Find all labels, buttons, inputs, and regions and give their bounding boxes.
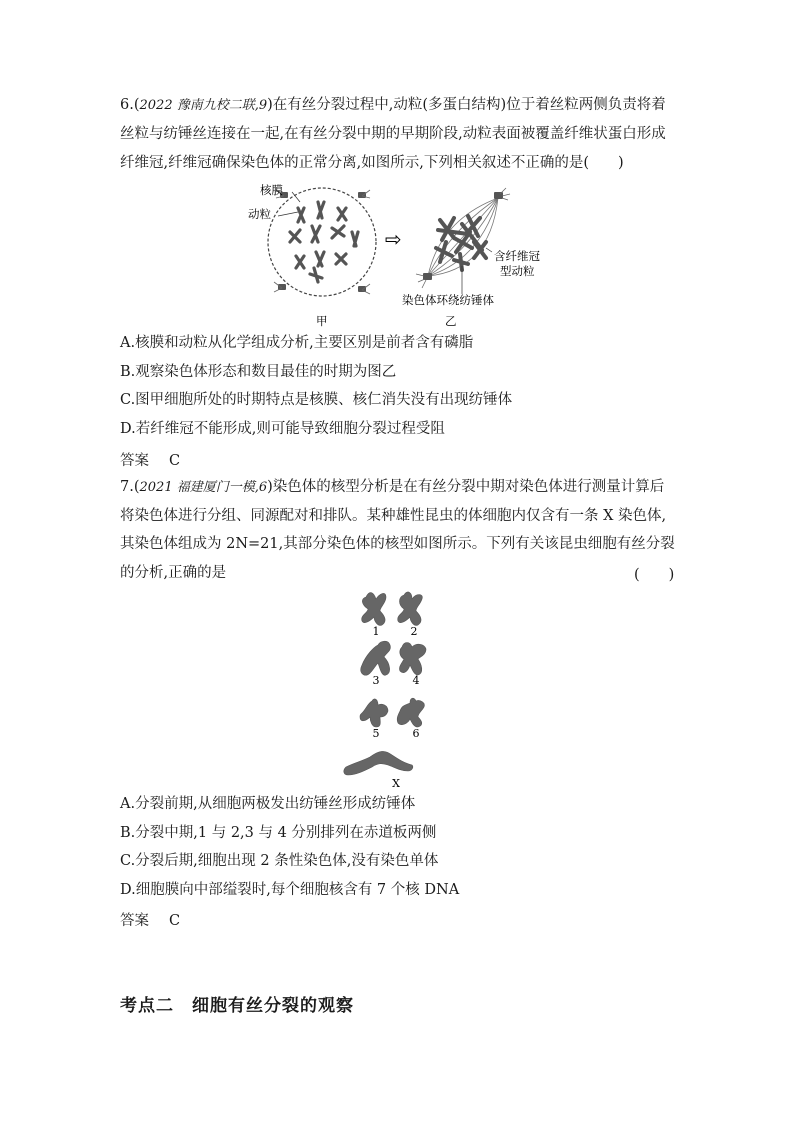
q6-stem-line-3: 纤维冠,纤维冠确保染色体的正常分离,如图所示,下列相关叙述不正确的是( ) <box>120 155 624 171</box>
q6-figure <box>240 180 570 330</box>
chromosome-5 <box>360 699 388 727</box>
q7-option-d: D.细胞膜向中部缢裂时,每个细胞核含有 7 个核 DNA <box>120 882 460 898</box>
transition-arrow-icon: ⇨ <box>385 227 402 251</box>
q6-stem-text-1: )在有丝分裂过程中,动粒(多蛋白结构)位于着丝粒两侧负责将着 <box>267 97 666 113</box>
chromosome-3 <box>361 641 391 675</box>
chromosome-4 <box>399 643 426 676</box>
q7-option-a: A.分裂前期,从细胞两极发出纺锤丝形成纺锤体 <box>120 796 416 812</box>
chromosome-label-5: 5 <box>372 727 380 740</box>
q7-number: 7.( <box>120 479 140 495</box>
cell-yi <box>416 188 510 294</box>
chromosome-x <box>344 751 413 775</box>
q6-source: 2022 豫南九校二联,9 <box>139 98 268 113</box>
q7-option-b: B.分裂中期,1 与 2,3 与 4 分别排列在赤道板两侧 <box>120 825 437 841</box>
q7-answer <box>120 909 180 930</box>
cell-jia <box>268 188 376 296</box>
label-fibrous-corona: 含纤维冠 <box>494 249 540 263</box>
q6-answer-value: C <box>169 453 181 469</box>
q6-option-d: D.若纤维冠不能形成,则可能导致细胞分裂过程受阻 <box>120 421 445 437</box>
q7-stem-line-3: 其染色体组成为 2N=21,其部分染色体的核型如图所示。下列有关该昆虫细胞有丝分裂 <box>120 536 675 552</box>
chromosome-label-x: X <box>392 777 400 790</box>
q7-answer-label: 答案 <box>120 913 149 929</box>
q7-source: 2021 福建厦门一模,6 <box>139 480 268 495</box>
chromosome-label-2: 2 <box>410 625 418 638</box>
q7-answer-value: C <box>169 913 181 929</box>
chromosome-label-4: 4 <box>412 674 420 687</box>
q6-answer-label: 答案 <box>120 453 149 469</box>
label-spindle: 染色体环绕纺锤体 <box>402 293 494 307</box>
chromosome-2 <box>398 592 423 625</box>
q6-answer <box>120 449 180 470</box>
q6-stem-line-2: 丝粒与纺锤丝连接在一起,在有丝分裂中期的早期阶段,动粒表面被覆盖纤维状蛋白形成 <box>120 126 666 142</box>
section-heading: 考点二 细胞有丝分裂的观察 <box>120 996 354 1016</box>
q6-option-a: A.核膜和动粒从化学组成分析,主要区别是前者含有磷脂 <box>120 335 474 351</box>
chromosome-6 <box>397 698 424 727</box>
caption-yi: 乙 <box>445 314 457 328</box>
chromosome-label-3: 3 <box>372 674 380 687</box>
label-fibrous-corona-2: 型动粒 <box>500 264 535 278</box>
q6-option-c: C.图甲细胞所处的时期特点是核膜、核仁消失没有出现纺锤体 <box>120 392 513 408</box>
q6-number: 6.( <box>120 97 140 113</box>
chromosome-label-6: 6 <box>412 727 420 740</box>
label-nuclear-membrane: 核膜 <box>260 183 283 197</box>
q7-stem-text-1: )染色体的核型分析是在有丝分裂中期对染色体进行测量计算后 <box>267 479 665 495</box>
chromosome-label-1: 1 <box>372 625 380 638</box>
caption-jia: 甲 <box>316 314 328 328</box>
q7-karyotype-figure <box>340 585 440 795</box>
q7-stem-line-2: 将染色体进行分组、同源配对和排队。某种雄性昆虫的体细胞内仅含有一条 X 染色体, <box>120 508 667 524</box>
chromosome-1 <box>362 593 386 626</box>
q6-option-b: B.观察染色体形态和数目最佳的时期为图乙 <box>120 364 397 380</box>
q6-stem-line-1 <box>120 95 666 116</box>
q7-stem-line-1 <box>120 477 664 498</box>
q7-answer-paren: ( ) <box>634 567 675 583</box>
q7-option-c: C.分裂后期,细胞出现 2 条性染色体,没有染色单体 <box>120 853 439 869</box>
label-kinetochore: 动粒 <box>248 207 271 221</box>
q7-stem-line-4: 的分析,正确的是 <box>120 565 227 581</box>
